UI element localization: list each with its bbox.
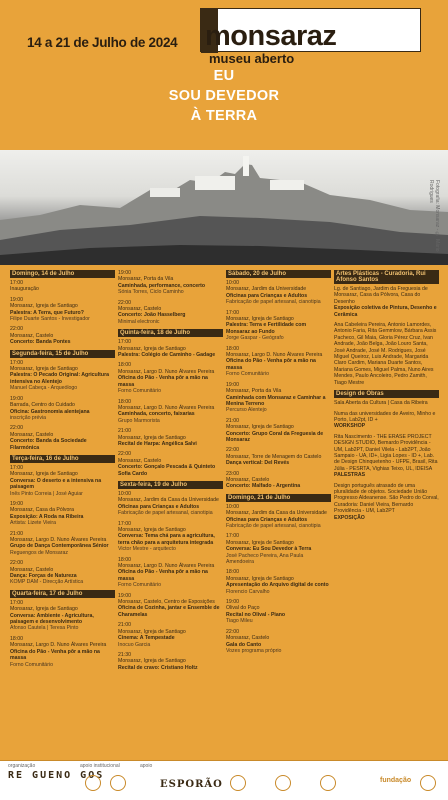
event-title: Conversa: Ambiente - Agricultura, paisagem e desenvolvimento [10, 612, 94, 626]
event-location: Sala Aberta da Cultura | Casa da Ribeira [334, 400, 428, 407]
event-time: 10:00 [226, 280, 239, 286]
program-event [118, 652, 223, 671]
event-location: Inauguração [10, 286, 39, 293]
event-note: Afonso Cautela | Teresa Pinto [10, 625, 79, 632]
event-location: Monsaraz, Igreja de Santiago [118, 527, 186, 533]
event-location: Monsaraz, Igreja de Santiago [226, 575, 294, 582]
village-silhouette [0, 150, 448, 265]
event-title: Concerto: Malfado - Argentina [226, 483, 301, 490]
event-title: Oficina do Pão - Venha pôr a mão na massa [118, 375, 208, 388]
program-column-4 [334, 270, 439, 525]
event-title: Concerto: Grupo Coral da Freguesia de Monsaraz [226, 430, 324, 443]
event-time: 22:00 [118, 299, 131, 306]
day-header: Quarta-feira, 17 de Julho [10, 590, 115, 598]
program-event [226, 569, 331, 595]
event-time: 22:00 [10, 560, 23, 567]
event-location: Monsaraz, Jardim da Universidade [226, 286, 307, 293]
event-title: Caminhada, performance, concerto [118, 282, 206, 289]
event-time: 19:00 [10, 395, 23, 402]
event-title: EXPOSIÇÃO [334, 514, 365, 521]
program-event [226, 418, 331, 444]
event-note: Inês Pinto Correia | José Aguiar [10, 490, 83, 497]
event-title: Apresentação do Arquivo digital de conto [226, 582, 329, 589]
institution-icon [320, 775, 336, 791]
event-title: PALESTRAS [334, 472, 366, 479]
event-note: Fabricação de papel artesanal, cianotipia [226, 299, 321, 306]
event-time: 22:00 [226, 447, 239, 454]
event-dates: 14 a 21 de Julho de 2024 [27, 35, 178, 50]
program-event [10, 560, 115, 586]
event-time: 17:00 [118, 520, 131, 527]
event-location: Monsaraz, Largo D. Nuno Álvares Pereira [226, 352, 323, 359]
program-event [226, 471, 331, 490]
day-header: Domingo, 21 de Julho [226, 494, 331, 502]
event-time: 18:00 [226, 569, 239, 576]
event-location: Olival do Paço [226, 605, 260, 612]
slogan-line-2: SOU DEVEDOR [168, 88, 280, 104]
event-title: Gala do Canto [226, 641, 262, 648]
event-time: 17:00 [226, 533, 239, 540]
event-location: Monsaraz, Porta da Vila [118, 276, 174, 283]
program-event [10, 425, 115, 451]
event-time: 18:00 [118, 398, 131, 405]
event-note: Tiago Mileu [226, 618, 253, 625]
event-title: Oficina do Pão - Venha pôr a mão na massa [10, 648, 100, 662]
program-event [10, 600, 115, 632]
event-location: Monsaraz, Jardim da Casa da Universidade [226, 510, 327, 517]
event-location: Monsaraz, Largo D. Nuno Álvares Pereira [118, 563, 215, 570]
event-time: 21:00 [10, 530, 23, 537]
program-event [10, 636, 115, 668]
event-title: Oficinas para Crianças e Adultos [226, 516, 308, 523]
event-title: Concerto: João Hasselberg [118, 312, 186, 319]
event-note: inscrição prévia [10, 414, 47, 421]
event-title: Grupo de Dança Contemporânea Sénior [10, 543, 109, 550]
event-time: 21:00 [226, 417, 239, 424]
event-title: Conversa: Eu Sou Devedor à Terra [226, 546, 312, 553]
program-event [226, 310, 331, 342]
event-location: Monsaraz, Castelo [10, 566, 54, 573]
event-note: Forno Comunitário [226, 371, 269, 378]
photo-credit: Fotografia: Monsaraz - © Mário Rodrigues [428, 180, 440, 252]
program-event [10, 326, 115, 345]
event-title: Concerto: Banda Pontes [10, 339, 71, 346]
event-location: Design português atrasado de uma pluralidade de objetos. Sociedade União Progresso Aldeanense. São Pedro do Corval, Curadoria: Daniel Vieira, Bernardo Providência - UM, Lab2PT [334, 482, 439, 515]
fundacao-logo: fundação [380, 777, 412, 784]
program-event [334, 411, 439, 430]
event-title: Palestra: O Pecado Original: Agricultura intensiva no Alentejo [10, 372, 109, 385]
slogan-line-1: EU [213, 68, 235, 84]
institution-icon [275, 775, 291, 791]
day-header: Quinta-feira, 18 de Julho [118, 329, 223, 337]
day-header: Terça-feira, 16 de Julho [10, 455, 115, 463]
program-event [334, 286, 439, 318]
program-event [118, 557, 223, 589]
program-event [118, 270, 223, 296]
event-title: Palestra: A Terra, que Futuro? [10, 309, 84, 316]
event-location: Monsaraz, Igreja de Santiago [118, 628, 186, 635]
event-title: Cinema: A Tempestade [118, 635, 175, 642]
event-note: Filipe Duarte Santos - Investigador [10, 316, 90, 323]
event-time: 19:00 [226, 599, 239, 606]
program-event [10, 280, 115, 293]
program-event [118, 622, 223, 648]
event-time: 18:00 [118, 362, 131, 369]
program-event [118, 593, 223, 619]
program-column-3 [226, 270, 331, 658]
reguengos-logo: RE GUENO GOS [8, 770, 105, 781]
event-location: Monsaraz, Igreja de Santiago [10, 471, 78, 478]
event-location: Monsaraz, Castelo [10, 431, 54, 438]
event-note: Inocuo Garcia [118, 641, 151, 648]
program-event [226, 447, 331, 466]
event-title: Recital de Harpa: Angélica Salvi [118, 440, 197, 447]
event-title: Caminhada com Monsaraz e Caminhar a Menina Terreno [226, 394, 326, 407]
event-location: Monsaraz, Igreja de Santiago [118, 658, 186, 665]
program-event [118, 399, 223, 425]
event-location: Barrada, Centro do Cuidado [10, 402, 75, 409]
program-column-2 [118, 270, 223, 675]
program-event [226, 382, 331, 414]
sponsors-footer [0, 760, 448, 800]
program-event [118, 362, 223, 394]
event-location: Monsaraz, Igreja de Santiago [10, 303, 78, 310]
program-event [334, 400, 439, 406]
event-location: Monsaraz, Igreja de Santiago [10, 366, 78, 373]
program-event [118, 521, 223, 553]
event-title: Oficina do Pão - Venha pôr a mão na massa [118, 569, 208, 582]
day-header: Segunda-feira, 15 de Julho [10, 350, 115, 358]
event-title: Palestra: Colégio de Caminho - Gadage [118, 352, 216, 359]
event-location: Ana Cabeleira Pereira, Antonio Lamordes, Antonio Faria, Rita Gemmlow, Bárbara Assis Pacheco, Gil Maia, Gloria Pérez Cruz, Ivan Andrade, João Belga, João Louro Santa, José Andrade, José M. Rodrigues, José Miguel Queiroz, Luis Andrade, Margarida Claro Cardim, Mariana Duarte Santos, Mariana Gomes, Miguel Palma, Nuno Aires Mendes, Paulo Ancoleiro, Pedro Zamith, Tiago Mestre [334, 322, 437, 386]
event-note: Florencio Carvalho [226, 588, 270, 595]
event-location: Monsaraz, Igreja de Santiago [226, 424, 294, 431]
event-note: Forno Comunitário [118, 388, 161, 395]
event-title: Concerto: Gonçalo Pescada & Quinteto Sofia Cardo [118, 464, 216, 477]
event-time: 18:00 [226, 345, 239, 352]
program-event [10, 465, 115, 497]
event-location: Monsaraz, Igreja de Santiago [10, 606, 78, 613]
event-time: 22:00 [10, 326, 23, 333]
program-event [226, 346, 331, 378]
slogan-line-3: À TERRA [190, 108, 258, 124]
event-location: Monsaraz, Torre de Menagem do Castelo [226, 453, 322, 460]
event-time: 22:00 [226, 628, 239, 635]
event-title: Oficinas para Crianças e Adultos [118, 503, 200, 510]
program-event [226, 280, 331, 306]
event-location: Monsaraz, Igreja de Santiago [118, 345, 186, 352]
event-note: Reguengos de Monsaraz [10, 549, 68, 556]
event-location: Monsaraz, Igreja de Santiago [226, 316, 294, 323]
event-location: Monsaraz, Castelo [10, 332, 54, 339]
event-location: Monsaraz, Largo D. Nuno Álvares Pereira [118, 368, 215, 375]
event-location: Lg. de Santiago, Jardim da Freguesia de Monsaraz, Casa da Pólvora, Casa do Desenho [334, 286, 428, 305]
event-title: Recital de cravo: Cristiano Holtz [118, 664, 198, 671]
event-title: Recital no Olival - Piano [226, 611, 286, 618]
event-time: 19:00 [226, 381, 239, 388]
brand-title: monsaraz [205, 20, 337, 52]
event-time: 19:00 [118, 270, 131, 276]
poster-header [0, 0, 448, 148]
program-event [10, 396, 115, 422]
event-time: 19:00 [118, 592, 131, 599]
day-header: Domingo, 14 de Julho [10, 270, 115, 278]
day-header: Sexta-feira, 19 de Julho [118, 481, 223, 489]
event-title: Concerto: Banda da Sociedade Filarmónica [10, 438, 87, 451]
event-time: 23:00 [226, 470, 239, 477]
program-event [118, 339, 223, 358]
event-note: Forno Comunitário [118, 582, 161, 589]
event-time: 17:00 [10, 599, 23, 606]
event-title: Dança vertical: Del Revés [226, 460, 290, 467]
event-note: Minimal electronic [118, 318, 160, 325]
event-location: Monsaraz, Porta da Vila [226, 388, 282, 395]
program-event [334, 322, 439, 386]
program-event [10, 297, 115, 323]
event-time: 10:00 [118, 490, 131, 497]
event-note: Percurso Alentejo [226, 407, 267, 414]
event-time: 17:00 [10, 359, 23, 366]
program-event [118, 451, 223, 477]
event-location: Rita Nascimento - THE ERASE PROJECT DESIGN STUDIO, Bemardo Providência - UM, Lab2PT, Daniel Vilela - Lab2PT, João Sampaio - UA, ID+, Ligia Lopes - ID +, Lab. de Design Chinquetenho - UFPE, Brasil, Rita Júlia - PESRTA, Vighias Teixo, UL, IDEISA [334, 433, 438, 472]
event-title: Exposição: A Roda na Ribeira [10, 513, 84, 520]
brand-subtitle: museu aberto [209, 51, 295, 66]
esporao-logo: ESPORÃO [160, 779, 223, 790]
event-location: Monsaraz, Castelo [226, 635, 270, 642]
event-title: Oficina: Gastronomia alentejana [10, 408, 90, 415]
event-time: 22:00 [118, 451, 131, 458]
event-note: Manuel Cabeça - Arqueólogo [10, 385, 78, 392]
event-location: Monsaraz, Castelo [226, 476, 270, 483]
event-title: Exposição coletiva de Pintura, Desenho e Cerâmica [334, 305, 437, 318]
event-note: Artista: Lizete Vieira [10, 520, 57, 527]
event-location: Monsaraz, Largo D. Nuno Álvares Pereira [10, 537, 107, 543]
day-header: Design de Obras [334, 390, 439, 398]
event-location: Monsaraz, Igreja de Santiago [118, 434, 186, 441]
event-note: José Pacheco Pereira, Ana Paula Amendoeira [226, 552, 304, 566]
program-event [226, 599, 331, 625]
event-title: Conversa: O deserto e a intensiva na paisagem [10, 477, 102, 491]
event-note: Jorge Gaspar - Geógrafo [226, 335, 284, 342]
event-title: Dança: Forças de Natureza [10, 573, 77, 580]
program-event [334, 434, 439, 479]
event-location: Monsaraz, Casa da Pólvora [10, 507, 75, 514]
program-event [226, 629, 331, 655]
program-event [118, 428, 223, 447]
event-time: 21:00 [118, 622, 131, 629]
event-title: Oficinas para Crianças e Adultos [226, 292, 308, 299]
event-time: 22:00 [10, 425, 23, 432]
event-note: Fabricação de papel artesanal, cianotipia [118, 510, 213, 517]
label-apoio-institucional: apoio institucional [80, 763, 120, 769]
event-note: Fabricação de papel artesanal, cianotipia [226, 523, 321, 529]
day-header: Sábado, 20 de Julho [226, 270, 331, 278]
event-time: 19:00 [10, 500, 23, 507]
event-location: Monsaraz, Castelo, Centro de Exposições [118, 599, 215, 606]
event-time: 18:00 [10, 635, 23, 642]
program-event [226, 533, 331, 565]
event-location: Monsaraz, Igreja de Santiago [226, 539, 294, 546]
event-time: 19:00 [10, 296, 23, 303]
event-location: Monsaraz, Jardim da Casa da Universidade [118, 497, 219, 504]
seal-icon [110, 775, 126, 791]
event-title: Caminhada, concerto, faixarias [118, 411, 195, 418]
event-location: Monsaraz, Castelo [118, 457, 162, 464]
event-note: Victor Mestre - arquitecto [118, 546, 176, 553]
event-location: Monsaraz, Largo D. Nuno Álvares Pereira [118, 404, 215, 411]
monsaraz-photo [0, 150, 448, 265]
event-title: WORKSHOP [334, 423, 366, 430]
label-organizacao: organização [8, 763, 36, 769]
event-title: Palestra: Terra e Fertilidade com Monsaraz ao Fundo [226, 322, 307, 335]
event-time: 21:30 [118, 651, 131, 658]
event-time: 18:00 [118, 556, 131, 563]
program-event [10, 501, 115, 527]
event-time: 17:00 [226, 309, 239, 316]
program-event [334, 483, 439, 521]
event-location: Monsaraz, Castelo [118, 306, 162, 313]
program-column-1 [10, 270, 115, 672]
event-title: Oficina do Pão - Venha pôr a mão na massa [226, 358, 316, 371]
institution-icon [420, 775, 436, 791]
event-note: Grupo Marmorista [118, 417, 160, 424]
event-note: Forno Comunitário [10, 661, 53, 668]
event-location: Monsaraz, Largo D. Nuno Álvares Pereira [10, 642, 107, 649]
institution-icon [230, 775, 246, 791]
event-title: Conversa: Tema chá para a agricultura, terra chão para a arquitetura integrada [118, 533, 215, 546]
event-time: 17:00 [118, 339, 131, 346]
event-time: 17:00 [10, 464, 23, 471]
program-event [118, 491, 223, 517]
event-note: KOMP DAM - Direcção Artística [10, 579, 84, 586]
day-header: Artes Plásticas - Curadoria, Rui Afonso Santos [334, 270, 439, 284]
event-time: 17:00 [10, 280, 23, 286]
event-time: 21:00 [118, 428, 131, 435]
event-note: Vozes programa próprio [226, 647, 282, 654]
program-event [118, 300, 223, 326]
seal-icon [85, 775, 101, 791]
program-event [10, 360, 115, 392]
event-time: 10:00 [226, 503, 239, 510]
program-event [226, 504, 331, 530]
event-title: Oficina de Cozinha, jantar e Ensemble de Charamelas [118, 605, 220, 618]
label-apoio: apoio [140, 763, 153, 769]
program-event [10, 531, 115, 557]
event-location: Numa das universidades de Aveiro, Minho e Porto, Lab2pt, ID + [334, 410, 436, 423]
event-note: Sónia Torres, Ciclo Caminho [118, 289, 184, 296]
